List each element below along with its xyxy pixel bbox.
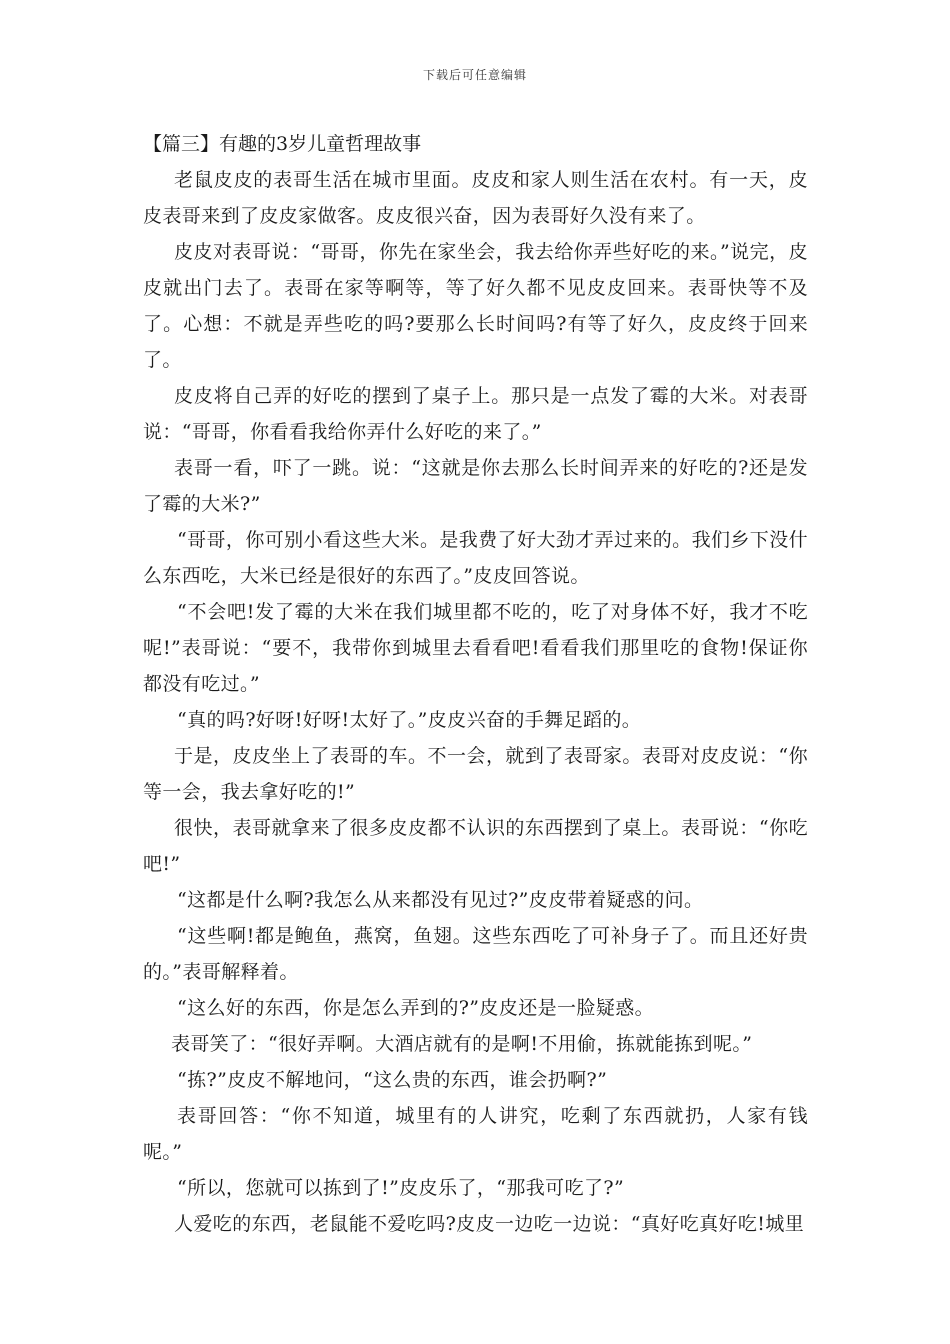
paragraph: 表哥笑了：“很好弄啊。大酒店就有的是啊!不用偷，拣就能拣到呢。” bbox=[171, 1033, 753, 1055]
paragraph: “真的吗?好呀!好呀!太好了。”皮皮兴奋的手舞足蹈的。 bbox=[177, 709, 642, 731]
paragraph: “这些啊!都是鲍鱼，燕窝，鱼翅。这些东西吃了可补身子了。而且还好贵的。”表哥解释着。 bbox=[143, 925, 808, 983]
paragraph: 皮皮对表哥说：“哥哥，你先在家坐会，我去给你弄些好吃的来。”说完，皮皮就出门去了。表哥在家等啊等，等了好久都不见皮皮回来。表哥快等不及了。心想：不就是弄些吃的吗?要那么长时间吗?有等了好久，皮皮终于回来了。 bbox=[143, 241, 808, 371]
paragraph: 表哥一看，吓了一跳。说：“这就是你去那么长时间弄来的好吃的?还是发了霉的大米?” bbox=[143, 457, 808, 515]
paragraph: 皮皮将自己弄的好吃的摆到了桌子上。那只是一点发了霉的大米。对表哥说：“哥哥，你看看我给你弄什么好吃的来了。” bbox=[143, 385, 808, 443]
paragraph: “所以，您就可以拣到了!”皮皮乐了，“那我可吃了?” bbox=[177, 1177, 625, 1199]
page-header-note: 下载后可任意编辑 bbox=[422, 68, 527, 82]
paragraph: 于是，皮皮坐上了表哥的车。不一会，就到了表哥家。表哥对皮皮说：“你等一会，我去拿好吃的!” bbox=[143, 745, 808, 803]
paragraph: 人爱吃的东西，老鼠能不爱吃吗?皮皮一边吃一边说：“真好吃真好吃!城里 bbox=[174, 1213, 805, 1235]
paragraph: 老鼠皮皮的表哥生活在城市里面。皮皮和家人则生活在农村。有一天，皮皮表哥来到了皮皮家做客。皮皮很兴奋，因为表哥好久没有来了。 bbox=[143, 169, 808, 227]
paragraph: 表哥回答：“你不知道，城里有的人讲究，吃剩了东西就扔，人家有钱呢。” bbox=[143, 1105, 808, 1163]
paragraph: “拣?”皮皮不解地问，“这么贵的东西，谁会扔啊?” bbox=[177, 1069, 608, 1091]
article-title: 【篇三】有趣的3岁儿童哲理故事 bbox=[143, 133, 422, 155]
paragraph: 很快，表哥就拿来了很多皮皮都不认识的东西摆到了桌上。表哥说：“你吃吧!” bbox=[143, 817, 808, 875]
article-body bbox=[143, 126, 808, 1242]
paragraph: “不会吧!发了霉的大米在我们城里都不吃的，吃了对身体不好，我才不吃呢!”表哥说：“要不，我带你到城里去看看吧!看看我们那里吃的食物!保证你都没有吃过。” bbox=[143, 601, 808, 695]
paragraph: “哥哥，你可别小看这些大米。是我费了好大劲才弄过来的。我们乡下没什么东西吃，大米已经是很好的东西了。”皮皮回答说。 bbox=[143, 529, 808, 587]
paragraph: “这么好的东西，你是怎么弄到的?”皮皮还是一脸疑惑。 bbox=[177, 997, 655, 1019]
paragraph: “这都是什么啊?我怎么从来都没有见过?”皮皮带着疑惑的问。 bbox=[177, 889, 704, 911]
